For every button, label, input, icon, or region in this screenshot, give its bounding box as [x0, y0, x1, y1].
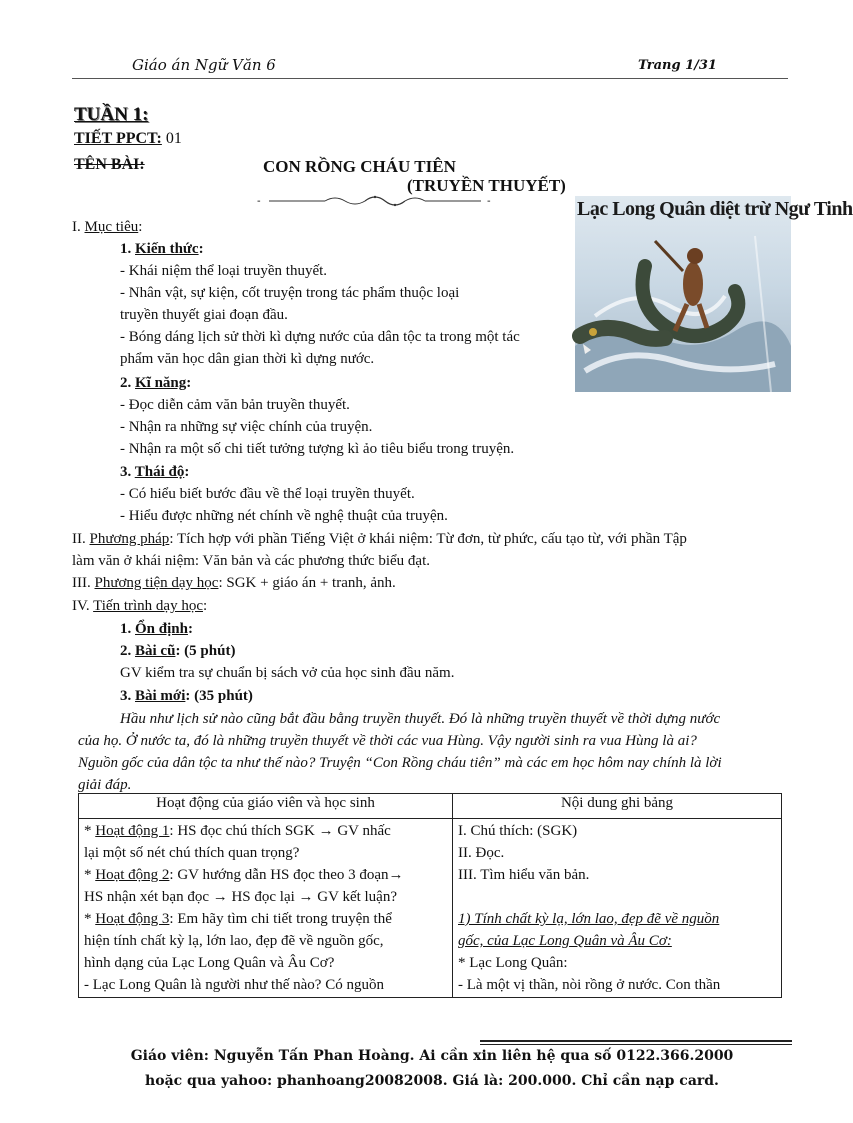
board-line: III. Tìm hiểu văn bản. [458, 867, 590, 883]
ornament-divider-icon [255, 191, 495, 211]
section-colon: : [138, 219, 143, 235]
list-item: - Khái niệm thể loại truyền thuyết. [120, 263, 328, 279]
page-header-title: Giáo án Ngữ Văn 6 [132, 56, 276, 74]
intro-line: Nguồn gốc của dân tộc ta như thế nào? Truyện “Con Rồng cháu tiên” mà các em học hôm nay chính là lời [78, 755, 722, 771]
subsection-colon: : [184, 464, 190, 480]
section-heading: Mục tiêu [84, 219, 139, 235]
section-materials [72, 572, 396, 594]
subsection-skills [120, 372, 191, 394]
activity-line: hình dạng của Lạc Long Quân và Âu Cơ? [84, 955, 335, 971]
intro-line: Hầu như lịch sử nào cũng bắt đầu bằng truyền thuyết. Đó là những truyền thuyết về thời dựng nước [120, 711, 721, 727]
step-duration: : (35 phút) [185, 688, 253, 704]
footer-contact-line: Giáo viên: Nguyễn Tấn Phan Hoàng. Ai cần xin liên hệ qua số 0122.366.2000 [130, 1048, 734, 1064]
activity-line: hiện tính chất kỳ lạ, lớn lao, đẹp đẽ về nguồn gốc, [84, 933, 384, 949]
step-number: 2. [120, 643, 135, 659]
lesson-subtitle: (TRUYỀN THUYẾT) [407, 176, 566, 195]
board-line: gốc, của Lạc Long Quân và Âu Cơ: [458, 933, 672, 949]
activity-line [84, 820, 447, 842]
activity-line [84, 864, 447, 886]
column-header: Nội dung ghi bảng [453, 794, 782, 819]
illustration-image [575, 196, 853, 392]
subsection-heading: Kĩ năng [135, 375, 187, 391]
list-item: - Hiểu được những nét chính về nghệ thuật của truyện. [120, 508, 448, 524]
section-number: IV. [72, 598, 94, 614]
step-stabilize [120, 618, 193, 640]
subsection-number: 1. [120, 241, 135, 257]
activity-line [84, 908, 447, 930]
list-item: truyền thuyết giai đoạn đầu. [120, 307, 288, 323]
step-new-lesson [120, 685, 253, 707]
lesson-name-label: TÊN BÀI: [74, 156, 145, 173]
activity-label: Hoạt động 3 [95, 911, 170, 927]
subsection-colon: : [186, 375, 192, 391]
period-line [74, 130, 182, 148]
table-header-row [79, 794, 782, 819]
activity-line: - Lạc Long Quân là người như thế nào? Có nguồn [84, 977, 384, 993]
activity-line: HS nhận xét bạn đọc → HS đọc lại → GV kết luận? [84, 889, 398, 905]
section-method [72, 528, 687, 550]
step-heading: Ổn định [135, 621, 188, 637]
step-heading: Bài mới [135, 688, 186, 704]
lesson-title: CON RỒNG CHÁU TIÊN [263, 157, 456, 176]
page-number: Trang 1/31 [638, 58, 717, 73]
board-line: I. Chú thích: (SGK) [458, 823, 578, 839]
column-header: Hoạt động của giáo viên và học sinh [79, 794, 453, 819]
activity-text: : GV hướng dẫn HS đọc theo 3 đoạn→ [169, 867, 404, 883]
section-text: : SGK + giáo án + tranh, ảnh. [218, 575, 396, 591]
activity-label: Hoạt động 1 [95, 823, 170, 839]
intro-line: giải đáp. [78, 777, 132, 793]
board-line: 1) Tính chất kỳ lạ, lớn lao, đẹp đẽ về nguồn [458, 911, 720, 927]
activity-line: lại một số nét chú thích quan trọng? [84, 845, 300, 861]
subsection-colon: : [198, 241, 204, 257]
section-heading: Phương tiện dạy học [94, 575, 219, 591]
period-value: 01 [161, 130, 182, 147]
intro-line: của họ. Ở nước ta, đó là những truyền thuyết về thời các vua Hùng. Vậy người sinh ra vua Hùng là ai? [78, 733, 697, 749]
step-colon: : [187, 621, 193, 637]
list-item: phẩm văn học dân gian thời kì dựng nước. [120, 351, 375, 367]
list-item: - Bóng dáng lịch sử thời kì dựng nước của dân tộc ta trong một tác [120, 329, 520, 345]
step-old-lesson-text: GV kiểm tra sự chuẩn bị sách vở của học sinh đầu năm. [120, 665, 455, 681]
subsection-heading: Kiến thức [135, 241, 199, 257]
subsection-heading: Thái độ [134, 464, 185, 480]
section-text: : Tích hợp với phần Tiếng Việt ở khái niệm: Từ đơn, từ phức, cấu tạo từ, với phần Tập [169, 531, 687, 547]
activity-text: : HS đọc chú thích SGK → GV nhấc [169, 823, 391, 839]
board-content-cell [453, 819, 782, 998]
activity-text: : Em hãy tìm chi tiết trong truyện thể [169, 911, 392, 927]
step-heading: Bài cũ [135, 643, 176, 659]
board-spacer [458, 886, 776, 908]
lesson-activity-table [78, 793, 782, 998]
section-heading: Tiến trình dạy học [93, 598, 203, 614]
table-row [79, 819, 782, 998]
week-label: TUẦN 1: [74, 104, 149, 125]
bullet: * [84, 911, 96, 927]
dragon-fight-icon [575, 196, 791, 392]
subsection-number: 3. [120, 464, 135, 480]
subsection-attitude [120, 461, 189, 483]
period-label: TIẾT PPCT: [74, 130, 162, 147]
section-procedure [72, 595, 207, 617]
list-item: - Nhận ra một số chi tiết tưởng tượng kì ảo tiêu biểu trong truyện. [120, 441, 515, 457]
header-divider [72, 78, 788, 79]
step-old-lesson [120, 640, 235, 662]
footer-divider [480, 1040, 792, 1042]
list-item: - Đọc diễn cảm văn bản truyền thuyết. [120, 397, 350, 413]
board-line: II. Đọc. [458, 845, 505, 861]
svg-text:-: - [487, 196, 491, 207]
bullet: * [84, 867, 96, 883]
section-method-continued: làm văn ở khái niệm: Văn bản và các phương thức biểu đạt. [72, 553, 430, 569]
step-duration: : (5 phút) [175, 643, 236, 659]
board-line: * Lạc Long Quân: [458, 955, 568, 971]
footer-price-line: hoặc qua yahoo: phanhoang20082008. Giá là: 200.000. Chỉ cần nạp card. [145, 1073, 719, 1089]
section-number: III. [72, 575, 95, 591]
svg-text:-: - [257, 196, 261, 207]
list-item: - Có hiểu biết bước đầu về thể loại truyền thuyết. [120, 486, 415, 502]
bullet: * [84, 823, 96, 839]
section-number: II. [72, 531, 90, 547]
illustration-caption: Lạc Long Quân diệt trừ Ngư Tinh [577, 198, 853, 220]
activity-label: Hoạt động 2 [95, 867, 170, 883]
subsection-number: 2. [120, 375, 135, 391]
section-objectives [72, 216, 142, 238]
step-number: 1. [120, 621, 135, 637]
footer-divider [480, 1044, 792, 1045]
step-number: 3. [120, 688, 135, 704]
section-colon: : [202, 598, 208, 614]
section-number: I. [72, 219, 85, 235]
teacher-activity-cell [79, 819, 453, 998]
section-heading: Phương pháp [89, 531, 170, 547]
subsection-knowledge [120, 238, 204, 260]
list-item: - Nhận ra những sự việc chính của truyện. [120, 419, 373, 435]
list-item: - Nhân vật, sự kiện, cốt truyện trong tác phẩm thuộc loại [120, 285, 460, 301]
board-line: - Là một vị thần, nòi rồng ở nước. Con thần [458, 977, 721, 993]
